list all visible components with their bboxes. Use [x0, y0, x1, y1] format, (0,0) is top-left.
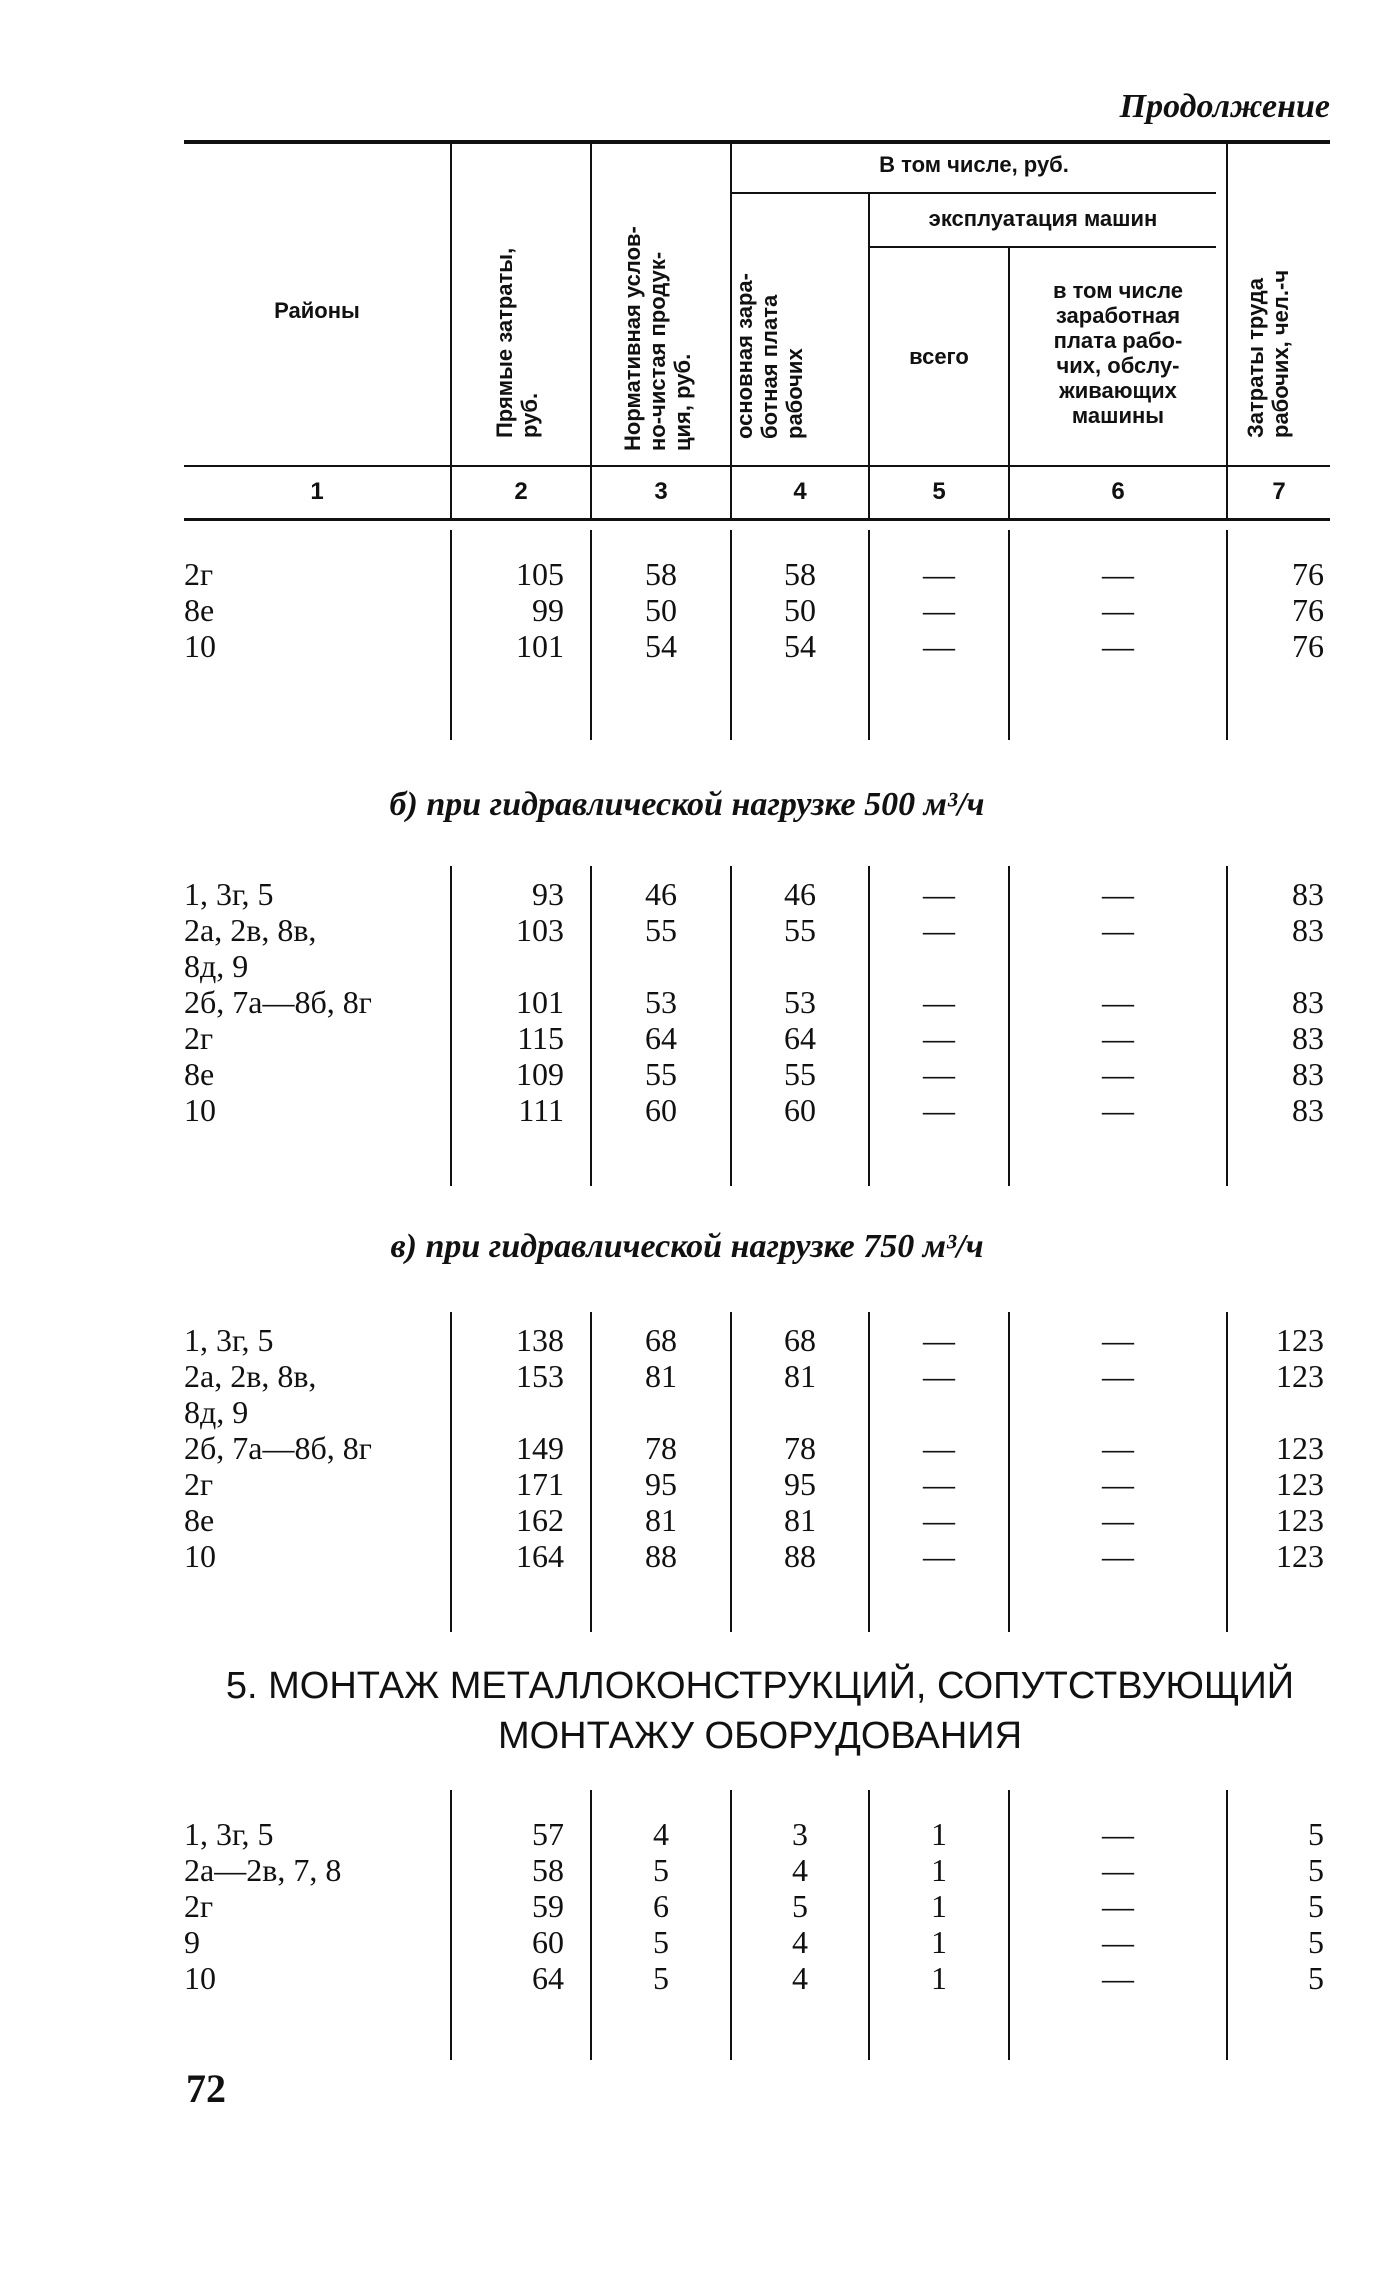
- value-cell-c3: 78: [645, 1430, 677, 1466]
- value-cell-c7: 83: [1292, 912, 1324, 948]
- region-cell: 8д, 9: [184, 948, 249, 984]
- value-cell-c7: 123: [1276, 1538, 1324, 1574]
- value-cell-c5: 1: [931, 1924, 947, 1960]
- value-cell-c6: —: [1102, 1430, 1134, 1466]
- value-cell-c7: 123: [1276, 1430, 1324, 1466]
- value-cell-c6: —: [1102, 984, 1134, 1020]
- value-cell-c6: —: [1102, 1092, 1134, 1128]
- colnum-4: 4: [793, 478, 807, 505]
- value-cell-c5: —: [923, 1056, 955, 1092]
- region-cell: 2г: [184, 1466, 214, 1502]
- value-cell-c7: 123: [1276, 1322, 1324, 1358]
- value-cell-c2: 103: [516, 912, 564, 948]
- colnum-bottom-rule: [184, 518, 1330, 521]
- header-vline-2: [450, 144, 452, 521]
- region-cell: 9: [184, 1924, 200, 1960]
- region-cell: 2г: [184, 1020, 214, 1056]
- region-cell: 8е: [184, 1502, 215, 1538]
- value-cell-c4: 78: [784, 1430, 816, 1466]
- subgroup-rule: [870, 246, 1216, 248]
- region-cell: 2а, 2в, 8в,: [184, 1358, 317, 1394]
- header-bottom-rule: [184, 465, 1330, 467]
- value-cell-c4: 95: [784, 1466, 816, 1502]
- value-cell-c7: 83: [1292, 1092, 1324, 1128]
- value-cell-c5: —: [923, 876, 955, 912]
- region-cell: 2г: [184, 556, 214, 592]
- value-cell-c3: 46: [645, 876, 677, 912]
- value-cell-c4: 58: [784, 556, 816, 592]
- region-cell: 2а, 2в, 8в,: [184, 912, 317, 948]
- value-cell-c5: —: [923, 1466, 955, 1502]
- value-cell-c6: —: [1102, 1466, 1134, 1502]
- value-cell-c5: —: [923, 984, 955, 1020]
- value-cell-c3: 55: [645, 1056, 677, 1092]
- value-cell-c6: —: [1102, 1056, 1134, 1092]
- region-cell: 1, 3г, 5: [184, 1322, 274, 1358]
- value-cell-c6: —: [1102, 556, 1134, 592]
- value-cell-c4: 55: [784, 912, 816, 948]
- value-cell-c2: 58: [532, 1852, 564, 1888]
- value-cell-c5: 1: [931, 1852, 947, 1888]
- value-cell-c4: 4: [792, 1960, 808, 1996]
- value-cell-c2: 93: [532, 876, 564, 912]
- group-rule: [732, 192, 1216, 194]
- value-cell-c6: —: [1102, 592, 1134, 628]
- value-cell-c3: 58: [645, 556, 677, 592]
- value-cell-c6: —: [1102, 628, 1134, 664]
- value-cell-c4: 81: [784, 1358, 816, 1394]
- region-cell: 2б, 7а—8б, 8г: [184, 1430, 372, 1466]
- section-5-title-line-2: МОНТАЖУ ОБОРУДОВАНИЯ: [497, 1715, 1023, 1757]
- value-cell-c7: 83: [1292, 1056, 1324, 1092]
- header-machine-wage: в том числе заработная плата рабо- чих, обслу- живающих машины: [1052, 278, 1184, 428]
- value-cell-c3: 68: [645, 1322, 677, 1358]
- region-cell: 10: [184, 1960, 216, 1996]
- value-cell-c2: 171: [516, 1466, 564, 1502]
- value-cell-c2: 111: [518, 1092, 564, 1128]
- value-cell-c3: 5: [653, 1924, 669, 1960]
- header-group-rub: В том числе, руб.: [879, 152, 1069, 177]
- value-cell-c4: 50: [784, 592, 816, 628]
- caption-500: б) при гидравлической нагрузке 500 м³/ч: [389, 786, 985, 823]
- value-cell-c6: —: [1102, 1020, 1134, 1056]
- value-cell-c4: 55: [784, 1056, 816, 1092]
- value-cell-c2: 99: [532, 592, 564, 628]
- value-cell-c5: —: [923, 1502, 955, 1538]
- value-cell-c6: —: [1102, 1358, 1134, 1394]
- page-number: 72: [186, 2066, 226, 2111]
- value-cell-c5: —: [923, 1358, 955, 1394]
- region-cell: 8е: [184, 1056, 215, 1092]
- value-cell-c4: 60: [784, 1092, 816, 1128]
- colnum-2: 2: [514, 478, 528, 505]
- value-cell-c7: 76: [1292, 628, 1324, 664]
- value-cell-c3: 95: [645, 1466, 677, 1502]
- value-cell-c2: 60: [532, 1924, 564, 1960]
- value-cell-c5: —: [923, 1430, 955, 1466]
- colnum-1: 1: [310, 478, 324, 505]
- value-cell-c3: 5: [653, 1960, 669, 1996]
- header-direct-costs: Прямые затраты, руб.: [492, 247, 542, 438]
- value-cell-c3: 81: [645, 1502, 677, 1538]
- value-cell-c6: —: [1102, 876, 1134, 912]
- value-cell-c5: —: [923, 628, 955, 664]
- value-cell-c3: 4: [653, 1816, 669, 1852]
- value-cell-c3: 53: [645, 984, 677, 1020]
- value-cell-c2: 105: [516, 556, 564, 592]
- value-cell-c6: —: [1102, 1538, 1134, 1574]
- continuation-label: Продолжение: [1119, 88, 1330, 125]
- value-cell-c7: 123: [1276, 1502, 1324, 1538]
- value-cell-c2: 138: [516, 1322, 564, 1358]
- value-cell-c3: 81: [645, 1358, 677, 1394]
- value-cell-c2: 153: [516, 1358, 564, 1394]
- value-cell-c4: 54: [784, 628, 816, 664]
- value-cell-c6: —: [1102, 1888, 1134, 1924]
- value-cell-c2: 109: [516, 1056, 564, 1092]
- header-regions: Районы: [274, 298, 360, 323]
- value-cell-c3: 6: [653, 1888, 669, 1924]
- value-cell-c2: 162: [516, 1502, 564, 1538]
- region-cell: 1, 3г, 5: [184, 1816, 274, 1852]
- value-cell-c4: 64: [784, 1020, 816, 1056]
- value-cell-c3: 54: [645, 628, 677, 664]
- value-cell-c5: —: [923, 556, 955, 592]
- value-cell-c4: 68: [784, 1322, 816, 1358]
- value-cell-c2: 59: [532, 1888, 564, 1924]
- header-vline-7: [1226, 144, 1228, 521]
- caption-750: в) при гидравлической нагрузке 750 м³/ч: [390, 1228, 984, 1265]
- value-cell-c6: —: [1102, 912, 1134, 948]
- value-cell-c7: 83: [1292, 1020, 1324, 1056]
- table-top-rule: [184, 140, 1330, 144]
- header-basic-wage: основная зара- ботная плата рабочих: [732, 273, 807, 439]
- colnum-7: 7: [1272, 478, 1286, 505]
- region-cell: 2а—2в, 7, 8: [184, 1852, 342, 1888]
- value-cell-c5: —: [923, 1322, 955, 1358]
- value-cell-c2: 64: [532, 1960, 564, 1996]
- header-vline-3: [590, 144, 592, 521]
- value-cell-c5: 1: [931, 1960, 947, 1996]
- value-cell-c6: —: [1102, 1852, 1134, 1888]
- header-total: всего: [909, 344, 969, 369]
- value-cell-c2: 101: [516, 984, 564, 1020]
- value-cell-c7: 5: [1308, 1852, 1324, 1888]
- value-cell-c2: 164: [516, 1538, 564, 1574]
- value-cell-c7: 83: [1292, 876, 1324, 912]
- value-cell-c6: —: [1102, 1960, 1134, 1996]
- region-cell: 10: [184, 1538, 216, 1574]
- value-cell-c4: 88: [784, 1538, 816, 1574]
- region-cell: 8е: [184, 592, 215, 628]
- value-cell-c7: 123: [1276, 1466, 1324, 1502]
- header-machine-operation: эксплуатация машин: [928, 206, 1158, 231]
- value-cell-c7: 76: [1292, 592, 1324, 628]
- value-cell-c7: 5: [1308, 1960, 1324, 1996]
- value-cell-c4: 4: [792, 1924, 808, 1960]
- value-cell-c2: 115: [517, 1020, 564, 1056]
- value-cell-c5: —: [923, 1538, 955, 1574]
- value-cell-c3: 88: [645, 1538, 677, 1574]
- value-cell-c3: 64: [645, 1020, 677, 1056]
- value-cell-c7: 5: [1308, 1924, 1324, 1960]
- colnum-6: 6: [1111, 478, 1125, 505]
- value-cell-c5: —: [923, 1020, 955, 1056]
- colnum-5: 5: [932, 478, 946, 505]
- region-cell: 2б, 7а—8б, 8г: [184, 984, 372, 1020]
- value-cell-c7: 5: [1308, 1888, 1324, 1924]
- value-cell-c5: —: [923, 912, 955, 948]
- value-cell-c2: 149: [516, 1430, 564, 1466]
- value-cell-c7: 123: [1276, 1358, 1324, 1394]
- value-cell-c4: 4: [792, 1852, 808, 1888]
- region-cell: 10: [184, 628, 216, 664]
- value-cell-c3: 5: [653, 1852, 669, 1888]
- region-cell: 10: [184, 1092, 216, 1128]
- value-cell-c6: —: [1102, 1924, 1134, 1960]
- value-cell-c5: —: [923, 592, 955, 628]
- value-cell-c5: 1: [931, 1888, 947, 1924]
- value-cell-c4: 53: [784, 984, 816, 1020]
- value-cell-c3: 60: [645, 1092, 677, 1128]
- region-cell: 1, 3г, 5: [184, 876, 274, 912]
- header-labor-costs: Затраты труда рабочих, чел.-ч: [1243, 269, 1293, 438]
- value-cell-c5: —: [923, 1092, 955, 1128]
- value-cell-c5: 1: [931, 1816, 947, 1852]
- value-cell-c4: 3: [792, 1816, 808, 1852]
- value-cell-c6: —: [1102, 1322, 1134, 1358]
- value-cell-c2: 101: [516, 628, 564, 664]
- region-cell: 2г: [184, 1888, 214, 1924]
- section-5-title-line-1: 5. МОНТАЖ МЕТАЛЛОКОНСТРУКЦИЙ, СОПУТСТВУЮЩИЙ: [225, 1665, 1295, 1707]
- value-cell-c7: 76: [1292, 556, 1324, 592]
- region-cell: 8д, 9: [184, 1394, 249, 1430]
- value-cell-c2: 57: [532, 1816, 564, 1852]
- value-cell-c3: 55: [645, 912, 677, 948]
- value-cell-c4: 46: [784, 876, 816, 912]
- value-cell-c4: 5: [792, 1888, 808, 1924]
- value-cell-c7: 83: [1292, 984, 1324, 1020]
- value-cell-c4: 81: [784, 1502, 816, 1538]
- value-cell-c3: 50: [645, 592, 677, 628]
- colnum-3: 3: [654, 478, 668, 505]
- value-cell-c7: 5: [1308, 1816, 1324, 1852]
- header-normative-product: Нормативная услов- но-чистая продук- ция, руб.: [620, 226, 695, 451]
- value-cell-c6: —: [1102, 1816, 1134, 1852]
- value-cell-c6: —: [1102, 1502, 1134, 1538]
